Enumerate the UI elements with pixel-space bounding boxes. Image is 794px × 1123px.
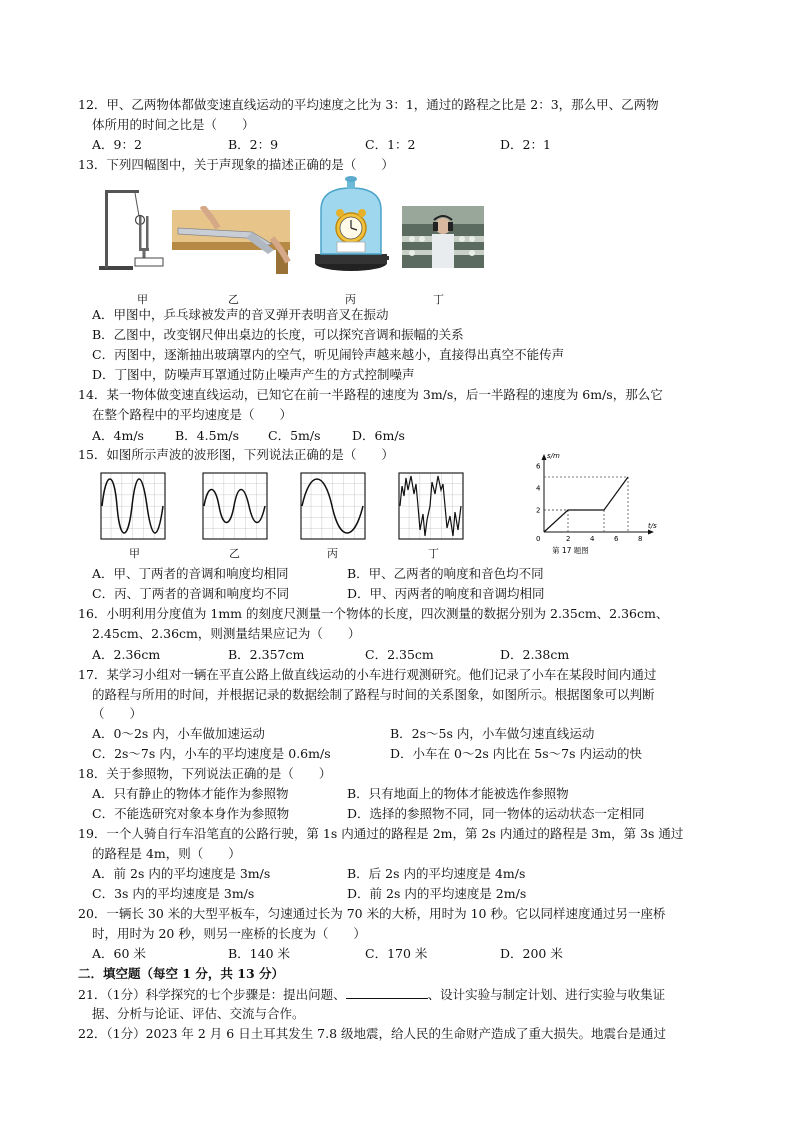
q12-stem-line1: 12．甲、乙两物体都做变速直线运动的平均速度之比为 3：1，通过的路程之比是 2：3，那么甲、乙两物 <box>78 97 659 112</box>
waveform-bing <box>300 472 366 540</box>
q21-answer-blank[interactable] <box>346 986 428 999</box>
q19-option-c: C．3s 内的平均速度是 3m/s <box>92 886 255 901</box>
earmuff-worker-photo <box>402 206 484 268</box>
q13-option-c: C．丙图中，逐渐抽出玻璃罩内的空气，听见闹铃声越来越小，直接得出真空不能传声 <box>92 347 565 362</box>
q21-line2: 据、分析与论证、评估、交流与合作。 <box>92 1006 305 1021</box>
q20-stem-line2: 时，用时为 20 秒，则另一座桥的长度为（ ） <box>92 926 366 941</box>
graph17-axes <box>542 454 655 535</box>
q19-stem-line2: 的路程是 4m，则（ ） <box>92 846 241 861</box>
graph17-guides <box>544 477 628 532</box>
graph17-y-tick-label: 2 <box>536 506 541 515</box>
q17-option-d: D．小车在 0～2s 内比在 5s～7s 内运动的快 <box>390 746 642 761</box>
q16-stem-line1: 16．小明利用分度值为 1mm 的刻度尺测量一个物体的长度，四次测量的数据分别为 2.35cm、2.36cm、 <box>78 606 669 621</box>
q16-option-b: B．2.357cm <box>228 647 305 662</box>
q18-option-a: A．只有静止的物体才能作为参照物 <box>92 786 289 801</box>
graph17-x-tick-label: 2 <box>566 535 571 543</box>
q18-stem: 18．关于参照物，下列说法正确的是（ ） <box>78 766 332 781</box>
q17-stem-line1: 17．某学习小组对一辆在平直公路上做直线运动的小车进行观测研究。他们记录了小车在某段时间内通过 <box>78 667 657 682</box>
q20-option-b: B．140 米 <box>228 946 291 961</box>
graph17-x-tick-label: 4 <box>590 535 595 543</box>
q15-option-c: C．丙、丁两者的音调和响度均不同 <box>92 586 290 601</box>
graph17-y-tick-label: 4 <box>536 484 541 493</box>
q15-option-a: A．甲、丁两者的音调和响度均相同 <box>92 566 289 581</box>
q17-option-a: A．0～2s 内，小车做加速运动 <box>92 726 265 741</box>
q16-option-d: D．2.38cm <box>500 647 570 662</box>
q12-stem-line2: 体所用的时间之比是（ ） <box>92 117 255 132</box>
q13-option-b: B．乙图中，改变钢尺伸出桌边的长度，可以探究音调和振幅的关系 <box>92 327 464 342</box>
graph17 <box>534 452 710 562</box>
waveform-jia <box>100 472 166 540</box>
q20-option-a: A．60 米 <box>92 946 146 961</box>
q16-stem-line2: 2.45cm、2.36cm，则测量结果应记为（ ） <box>92 626 361 641</box>
q13-caption-yi: 乙 <box>228 293 239 306</box>
graph17-tick-labels <box>536 463 642 544</box>
q20-option-c: C．170 米 <box>365 946 428 961</box>
q19-option-b: B．后 2s 内的平均速度是 4m/s <box>347 866 526 881</box>
graph17-x-unit: t/s <box>648 522 657 530</box>
graph17-x-tick-label: 8 <box>638 535 643 543</box>
graph17-series-line <box>544 477 628 532</box>
q18-option-c: C．不能选研究对象本身作为参照物 <box>92 806 290 821</box>
q17-option-b: B．2s～5s 内，小车做匀速直线运动 <box>390 726 595 741</box>
q17-option-c: C．2s～7s 内，小车的平均速度是 0.6m/s <box>92 746 331 761</box>
q14-stem-line2: 在整个路程中的平均速度是（ ） <box>92 407 293 422</box>
graph17-y-unit: s/m <box>547 452 560 460</box>
bell-jar-figure <box>311 176 391 276</box>
section2-title: 二．填空题（每空 1 分，共 13 分） <box>78 966 285 981</box>
graph17-caption: 第 17 题图 <box>552 546 589 555</box>
q13-option-a: A．甲图中，乒乓球被发声的音叉弹开表明音叉在振动 <box>92 307 389 322</box>
q13-caption-jia: 甲 <box>137 293 148 306</box>
q20-stem-line1: 20．一辆长 30 米的大型平板车，匀速通过长为 70 米的大桥，用时为 10 秒。它以同样速度通过另一座桥 <box>78 906 666 921</box>
q12-option-d: D．2：1 <box>500 137 551 152</box>
q14-option-c: C．5m/s <box>268 428 321 443</box>
graph17-x-arrow <box>648 530 654 535</box>
q16-option-c: C．2.35cm <box>365 647 434 662</box>
q15-option-d: D．甲、丙两者的响度和音调均相同 <box>347 586 545 601</box>
q19-option-a: A．前 2s 内的平均速度是 3m/s <box>92 866 271 881</box>
tuning-fork-figure <box>95 186 167 274</box>
waveform-yi <box>202 472 268 540</box>
q22-line1: 22．（1分）2023 年 2 月 6 日土耳其发生 7.8 级地震，给人民的生命财产造成了重大损失。地震台是通过 <box>78 1026 667 1041</box>
q15-caption-yi: 乙 <box>229 547 240 560</box>
q15-option-b: B．甲、乙两者的响度和音色均不同 <box>347 566 544 581</box>
q19-stem-line1: 19．一个人骑自行车沿笔直的公路行驶，第 1s 内通过的路程是 2m，第 2s 内通过的路程是 3m，第 3s 通过 <box>78 826 684 841</box>
q20-option-d: D．200 米 <box>500 946 563 961</box>
q21-text-before-blank: 21．（1分）科学探究的七个步骤是：提出问题、 <box>78 987 346 1002</box>
q17-stem-line3: （ ） <box>92 706 143 721</box>
q15-caption-jia: 甲 <box>129 547 140 560</box>
q18-option-d: D．选择的参照物不同，同一物体的运动状态一定相同 <box>347 806 645 821</box>
graph17-y-arrow <box>542 454 547 460</box>
q13-caption-ding: 丁 <box>433 293 444 306</box>
q13-caption-bing: 丙 <box>345 293 356 306</box>
q14-option-b: B．4.5m/s <box>175 428 240 443</box>
q12-option-c: C．1：2 <box>365 137 416 152</box>
q21-text-after-blank: 、设计实验与制定计划、进行实验与收集证 <box>427 987 666 1002</box>
q18-option-b: B．只有地面上的物体才能被选作参照物 <box>347 786 569 801</box>
waveform-ding <box>398 472 464 540</box>
q14-stem-line1: 14．某一物体做变速直线运动，已知它在前一半路程的速度为 3m/s，后一半路程的速度为 6m/s，那么它 <box>78 387 663 402</box>
graph17-origin: 0 <box>536 535 541 543</box>
q15-caption-bing: 丙 <box>327 547 338 560</box>
q17-stem-line2: 的路程与所用的时间，并根据记录的数据绘制了路程与时间的关系图象，如图所示。根据图象可以判断 <box>92 687 655 702</box>
q15-stem: 15．如图所示声波的波形图，下列说法正确的是（ ） <box>78 447 394 462</box>
q14-option-a: A．4m/s <box>92 428 144 443</box>
q14-option-d: D．6m/s <box>352 428 405 443</box>
q19-option-d: D．前 2s 内的平均速度是 2m/s <box>347 886 527 901</box>
q16-option-a: A．2.36cm <box>92 647 161 662</box>
graph17-x-tick-label: 6 <box>614 535 619 543</box>
q13-stem: 13．下列四幅图中，关于声现象的描述正确的是（ ） <box>78 157 394 172</box>
q21-line1 <box>78 986 665 1003</box>
q12-option-b: B．2：9 <box>228 137 279 152</box>
q13-option-d: D．丁图中，防噪声耳罩通过防止噪声产生的方式控制噪声 <box>92 367 415 382</box>
q15-caption-ding: 丁 <box>428 547 439 560</box>
steel-ruler-figure <box>172 206 294 276</box>
q12-option-a: A．9：2 <box>92 137 142 152</box>
graph17-y-tick-label: 6 <box>536 462 541 471</box>
